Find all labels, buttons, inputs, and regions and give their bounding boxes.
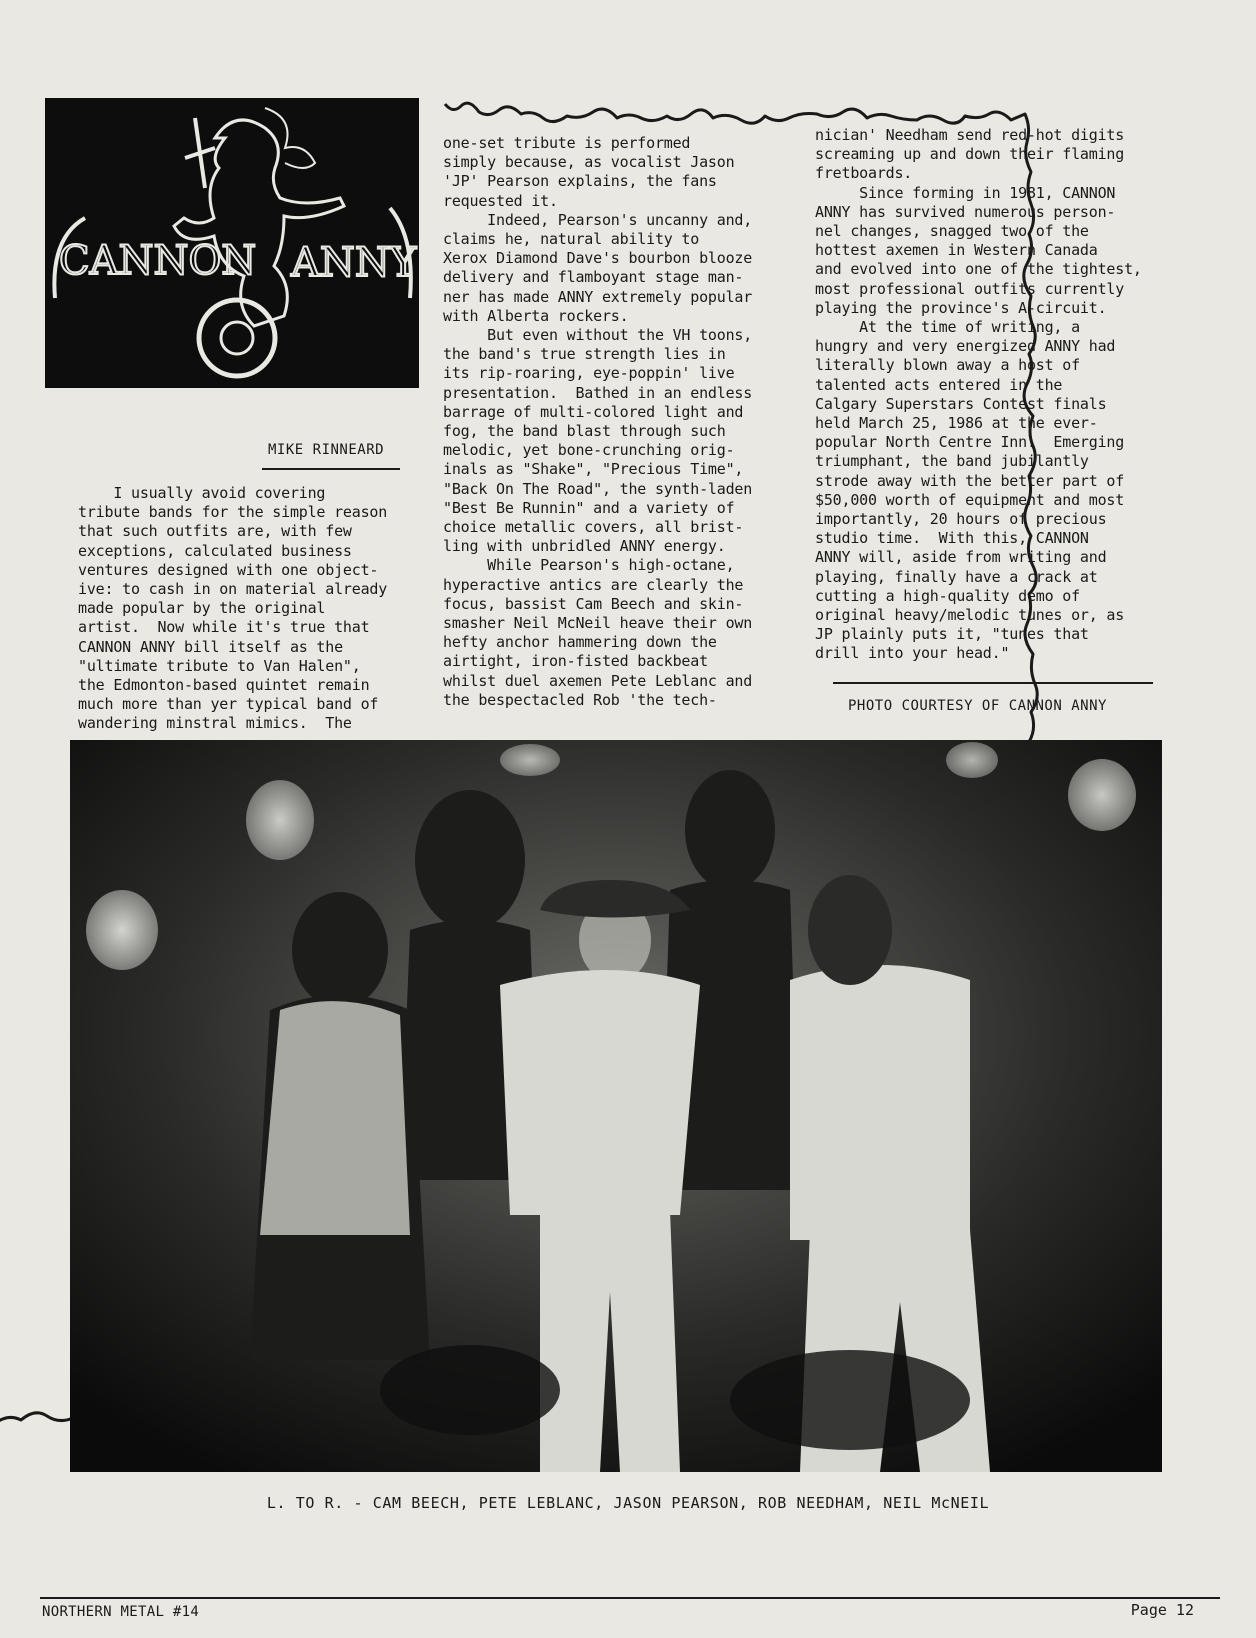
band-logo [45,98,419,388]
article-column-2: one-set tribute is performed simply because, as vocalist Jason 'JP' Pearson explains, the fans requested it. Indeed, Pearson's uncanny and, claims he, natural ability to Xerox Diamond Dave's bourbon blooze delivery and flamboyant stage man- ner has made ANNY extremely popular with Alberta rockers. But even without the VH toons, the band's true strength lies in its rip-roaring, eye-poppin' live presentation. Bathed in an endless barrage of multi-colored light and fog, the band blast through such melodic, yet bone-crunching orig- inals as "Shake", "Precious Time", "Back On The Road", the synth-laden "Best Be Runnin" and a variety of choice metallic covers, all brist- ling with unbridled ANNY energy. While Pearson's high-octane, hyperactive antics are clearly the focus, bassist Cam Beech and skin- smasher Neil McNeil heave their own hefty anchor hammering down the airtight, iron-fisted backbeat whilst duel axemen Pete Leblanc and the bespectacled Rob 'the tech- [443,134,753,709]
article-column-3: nician' Needham send red-hot digits screaming up and down their flaming fretboards. Since forming in 1981, CANNON ANNY has survived numerous person- nel changes, snagged two of the hottest axemen in Western Canada and evolved into one of the tightest, most professional outfits currently playing the province's A-circuit. At the time of writing, a hungry and very energized ANNY had literally blown away a host of talented acts entered in the Calgary Superstars Contest finals held March 25, 1986 at the ever- popular North Centre Inn. Emerging triumphant, the band jubilantly strode away with the better part of $50,000 worth of equipment and most importantly, 20 hours of precious studio time. With this, CANNON ANNY will, aside from writing and playing, finally have a crack at cutting a high-quality demo of original heavy/melodic tunes or, as JP plainly puts it, "tunes that drill into your head." [815,126,1142,663]
logo-text-right: ANNY [291,240,417,286]
band-photo-image [70,740,1162,1472]
page-number: Page 12 [1130,1601,1194,1619]
photo-credit: PHOTO COURTESY OF CANNON ANNY [848,698,1107,714]
byline-divider [262,468,400,470]
logo-text-left: CANNON [59,238,257,284]
photo-caption: L. TO R. - CAM BEECH, PETE LEBLANC, JASON PEARSON, ROB NEEDHAM, NEIL McNEIL [266,1494,990,1512]
article-byline: MIKE RINNEARD [268,442,385,458]
band-photo [70,740,1162,1472]
photo-credit-divider [833,682,1153,684]
logo-artwork [45,98,419,388]
footer-divider [40,1597,1220,1599]
article-column-1: I usually avoid covering tribute bands for the simple reason that such outfits are, with few exceptions, calculated business ventures designed with one object- ive: to cash in on material already made popular by the original artist. Now while it's true that CANNON ANNY bill itself as the "ultimate tribute to Van Halen", the Edmonton-based quintet remain much more than yer typical band of wandering minstral mimics. The [78,484,388,733]
publication-name: NORTHERN METAL #14 [42,1604,200,1620]
